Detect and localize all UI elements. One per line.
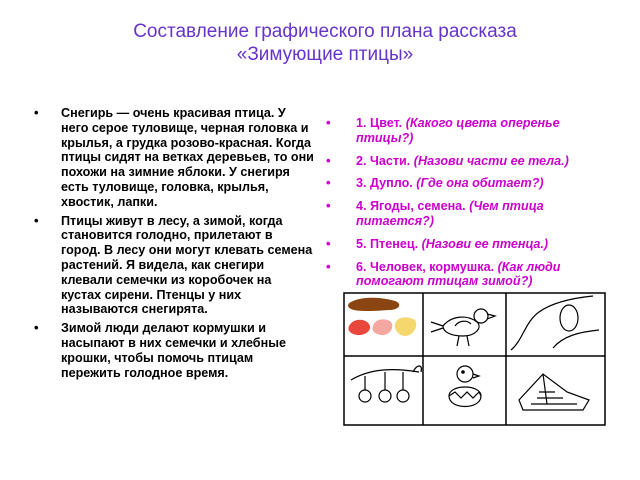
plan-list [326,116,616,297]
plan-item-question: (Назови части ее тела.) [413,153,569,168]
plan-item-6 [326,260,616,290]
story-text-list [34,106,314,384]
bird-parts-icon [431,309,495,346]
berries-branch-icon [351,366,421,402]
plan-item-question: (Как люди помогают птицам зимой?) [356,259,561,289]
plan-item-label: 1. Цвет. [356,116,403,130]
story-paragraph-1: • Снегирь — очень красивая птица. У него серое туловище, черная головка и крылья, а грудка розово-красная. Когда птицы сидят на ветках деревьев, то они похожи на зимние яблоки. У снегиря есть туловище, головка, крылья, хвостик, лапки. [34,106,314,210]
plan-item-label: 2. Части. [356,153,411,168]
chick-icon [449,366,481,407]
pictogram-grid [343,292,606,426]
plan-item-label: 5. Птенец. [356,236,419,251]
plan-item-label: 3. Дупло. [356,176,413,191]
plan-item-2 [326,154,616,169]
tree-hollow-icon [511,296,599,350]
story-paragraph-3: • Зимой люди делают кормушки и насыпают в них семечки и хлебные крошки, чтобы помочь птицам пережить голодное время. [34,321,314,380]
story-paragraph-2: • Птицы живут в лесу, а зимой, когда становится голодно, прилетают в город. В лесу они могут клевать семена растений. Я видела, как снегири клевали семечки из коробочек на кустах сирени. Птенцы у них называются снегирята. [34,214,314,318]
plan-item-5 [326,237,616,252]
color-blobs-icon [348,298,416,336]
plan-item-3 [326,176,616,191]
plan-item-4 [326,199,616,229]
plan-item-question: (Чем птица питается?) [356,199,544,228]
plan-item-question: (Где она обитает?) [416,176,544,191]
title-line-1: Составление графического плана рассказа [133,21,517,42]
bird-feeder-icon [519,374,589,410]
page-title [40,20,610,66]
title-line-2: «Зимующие птицы» [236,44,414,65]
plan-item-question: (Назови ее птенца.) [421,236,549,251]
plan-item-question: (Какого цвета оперенье птицы?) [356,116,560,145]
plan-item-label: 4. Ягоды, семена. [356,199,466,214]
plan-item-label: 6. Человек, кормушка. [356,259,495,274]
plan-item-1 [326,116,616,146]
